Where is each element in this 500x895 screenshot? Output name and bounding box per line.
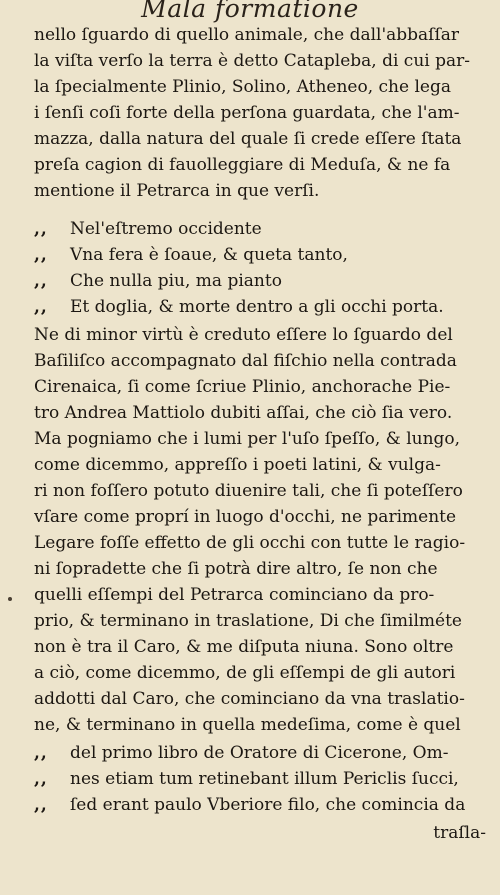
text-line: la viſta verſo la terra è detto Catapleba, di cui par- <box>34 51 471 71</box>
quote-text: Che nulla piu, ma pianto <box>70 271 282 291</box>
text-line: non è tra il Caro, & me diſputa niuna. Sono oltre <box>34 637 454 657</box>
text-line: prio, & terminano in traslatione, Di che ſimilméte <box>34 611 462 631</box>
margin-mark <box>8 597 12 601</box>
quote-mark: ,, <box>34 743 48 763</box>
text-line: Ma pogniamo che i lumi per l'uſo ſpeſſo, & lungo, <box>34 429 461 449</box>
quote-line <box>34 740 496 766</box>
text-line: tro Andrea Mattiolo dubiti aſſai, che ciò ſia vero. <box>34 403 453 423</box>
text-line: mentione il Petrarca in que verſi. <box>34 181 320 201</box>
text-line: addotti dal Caro, che cominciano da vna traslatio- <box>34 689 465 709</box>
quote-text: del primo libro de Oratore di Cicerone, Om- <box>70 743 449 763</box>
text-line: ni ſopradette che ſi potrà dire altro, ſe non che <box>34 559 438 579</box>
quote-mark: ,, <box>34 245 48 265</box>
quote-line <box>34 268 496 294</box>
text-line: preſa cagion di fauolleggiare di Meduſa, & ne fa <box>34 155 451 175</box>
text-line: quelli eſſempi del Petrarca cominciano da pro- <box>34 585 435 605</box>
text-line: a ciò, come dicemmo, de gli eſſempi de gli autori <box>34 663 456 683</box>
quote-text: nes etiam tum retinebant illum Periclis ſucci, <box>70 769 459 789</box>
text-line: ne, & terminano in quella medeſima, come è quel <box>34 715 461 735</box>
quote-text: Et doglia, & morte dentro a gli occhi porta. <box>70 297 444 317</box>
quote-line <box>34 294 496 320</box>
running-title: Mala formatione <box>141 0 359 23</box>
text-line: vſare come proprí in luogo d'occhi, ne parimente <box>34 507 457 527</box>
text-line: mazza, dalla natura del quale ſi crede eſſere ſtata <box>34 129 462 149</box>
quote-mark: ,, <box>34 271 48 291</box>
quote-mark: ,, <box>34 769 48 789</box>
text-line: la ſpecialmente Plinio, Solino, Atheneo, che lega <box>34 77 451 97</box>
quote-line <box>34 792 496 818</box>
quote-line <box>34 242 496 268</box>
quote-mark: ,, <box>34 795 48 815</box>
quote-text: ſed erant paulo Vberiore filo, che comincia da <box>70 795 466 815</box>
text-line: come dicemmo, appreſſo i poeti latini, & vulga- <box>34 455 441 475</box>
quote-mark: ,, <box>34 297 48 317</box>
text-line: Baſiliſco accompagnato dal fiſchio nella contrada <box>34 351 457 371</box>
text-line: Ne di minor virtù è creduto eſſere lo ſguardo del <box>34 325 453 345</box>
quote-text: Nel'eſtremo occidente <box>70 219 262 239</box>
text-line: Cirenaica, ſi come ſcriue Plinio, anchorache Pie- <box>34 377 451 397</box>
catchword: traſla- <box>433 823 486 843</box>
text-line: i ſenſi coſi forte della perſona guardata, che l'am- <box>34 103 460 123</box>
quote-text: Vna fera è ſoaue, & queta tanto, <box>70 245 348 265</box>
quote-mark: ,, <box>34 219 48 239</box>
quote-line <box>34 766 496 792</box>
quote-line <box>34 216 496 242</box>
text-line: ri non foſſero potuto diuenire tali, che ſi poteſſero <box>34 481 463 501</box>
text-line: nello ſguardo di quello animale, che dall'abbaſſar <box>34 25 460 45</box>
text-line: Legare foſſe effetto de gli occhi con tutte le ragio- <box>34 533 466 553</box>
